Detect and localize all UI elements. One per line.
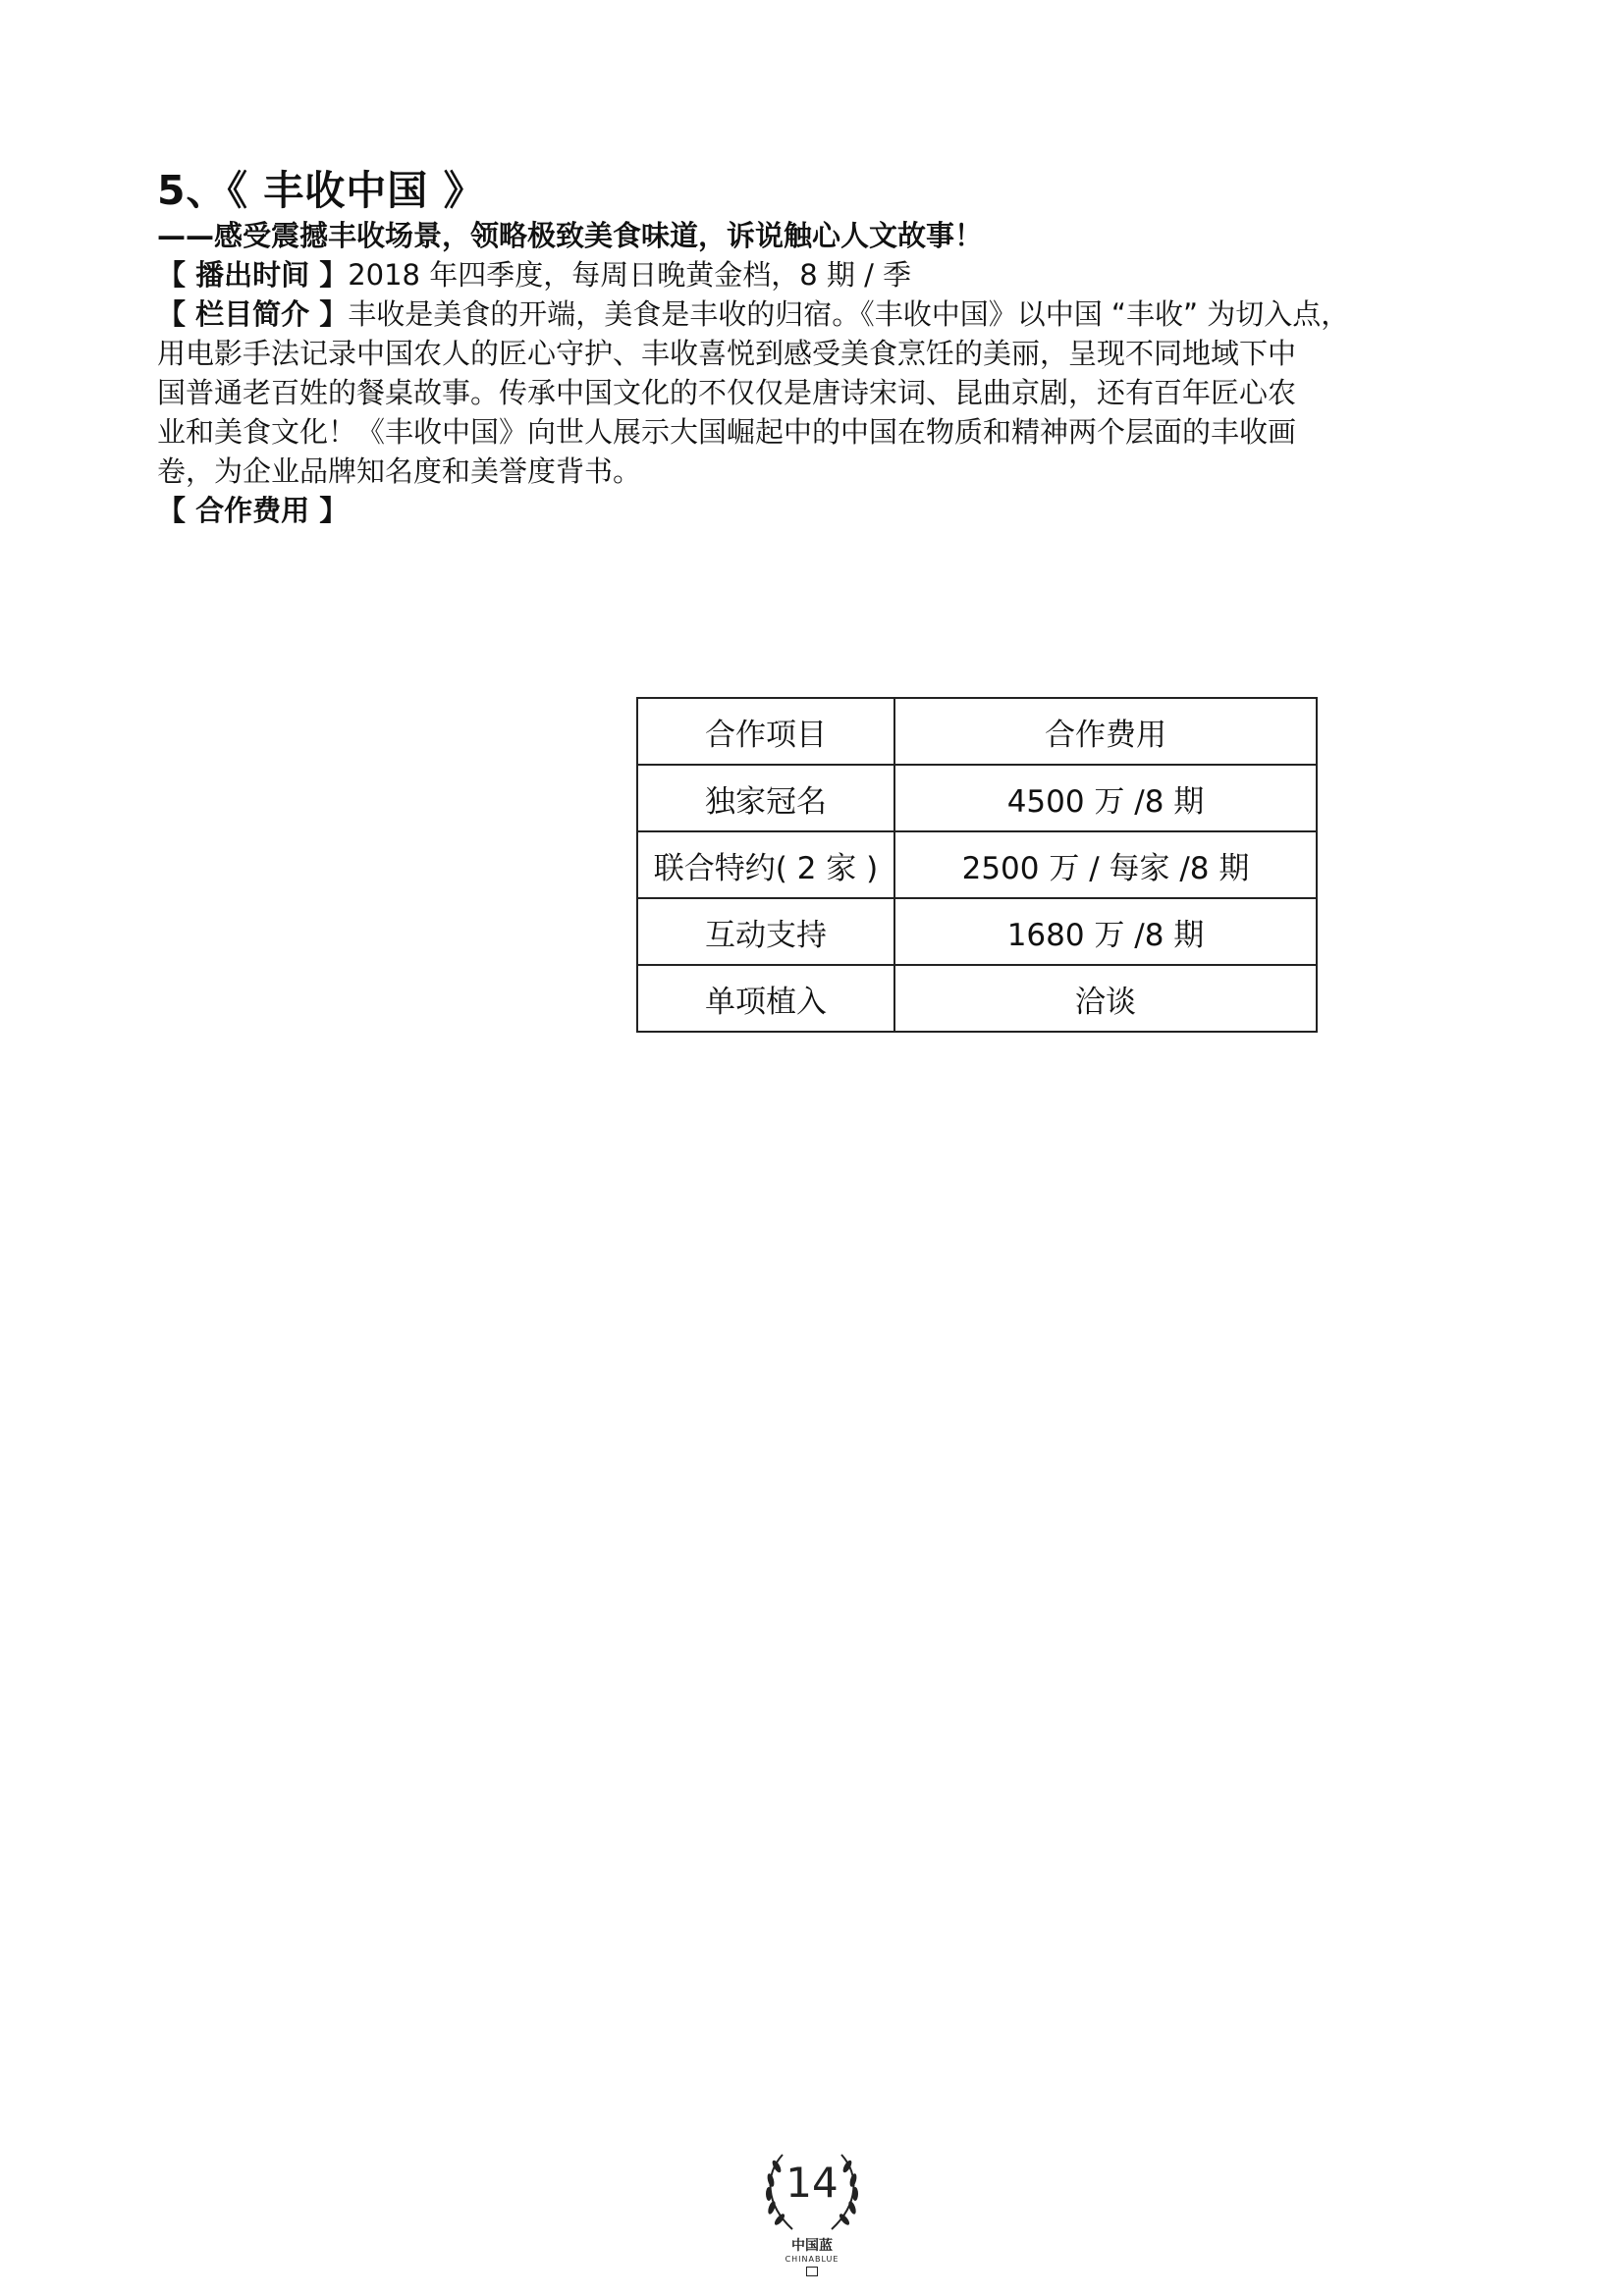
- fee-table-cell-fee: 洽谈: [894, 965, 1317, 1032]
- fee-heading: 【 合作费用 】: [157, 494, 349, 527]
- section-title: 5、《 丰收中国 》: [157, 167, 485, 214]
- chinablue-logo-sub: CHINABLUE: [785, 2255, 839, 2264]
- program-intro-line: 丰收是美食的开端，美食是丰收的归宿。《丰收中国》以中国 “丰收” 为切入点，: [348, 297, 1350, 331]
- program-intro-line: 业和美食文化！《丰收中国》向世人展示大国崛起中的中国在物质和精神两个层面的丰收画: [157, 415, 1297, 449]
- fee-table-row: [637, 765, 1317, 831]
- broadcast-time-text: 2018 年四季度，每周日晚黄金档，8 期 / 季: [348, 258, 912, 292]
- program-intro: [157, 294, 1492, 491]
- fee-table-header-fee: 合作费用: [894, 698, 1317, 765]
- fee-table-header-item: 合作项目: [637, 698, 894, 765]
- broadcast-time-tag: 【 播出时间 】: [157, 258, 349, 292]
- fee-table-cell-item: 联合特约( 2 家 ): [637, 831, 894, 898]
- fee-table-row: [637, 898, 1317, 965]
- tv-icon: [806, 2267, 818, 2276]
- fee-table-cell-fee: 2500 万 / 每家 /8 期: [894, 831, 1317, 898]
- fee-table-cell-item: 互动支持: [637, 898, 894, 965]
- program-intro-line: 国普通老百姓的餐桌故事。传承中国文化的不仅仅是唐诗宋词、昆曲京剧，还有百年匠心农: [157, 376, 1297, 409]
- fee-table-cell-item: 独家冠名: [637, 765, 894, 831]
- fee-table-row: [637, 831, 1317, 898]
- chinablue-logo: 中国蓝: [791, 2238, 833, 2254]
- program-intro-tag: 【 栏目简介 】: [157, 297, 349, 331]
- program-intro-line: 卷，为企业品牌知名度和美誉度背书。: [157, 454, 642, 488]
- program-intro-line: 用电影手法记录中国农人的匠心守护、丰收喜悦到感受美食烹饪的美丽，呈现不同地域下中: [157, 337, 1297, 370]
- page-footer: [753, 2145, 871, 2282]
- fee-table-header-row: [637, 698, 1317, 765]
- page-content: [157, 165, 1492, 1020]
- section-subtitle: ——感受震撼丰收场景，领略极致美食味道，诉说触心人文故事！: [157, 219, 984, 252]
- fee-table-cell-fee: 1680 万 /8 期: [894, 898, 1317, 965]
- fee-table-cell-fee: 4500 万 /8 期: [894, 765, 1317, 831]
- broadcast-time: [157, 255, 1492, 294]
- fee-table-row: [637, 965, 1317, 1032]
- page-number: 14: [785, 2159, 839, 2207]
- fee-table: [636, 697, 1318, 1033]
- fee-table-cell-item: 单项植入: [637, 965, 894, 1032]
